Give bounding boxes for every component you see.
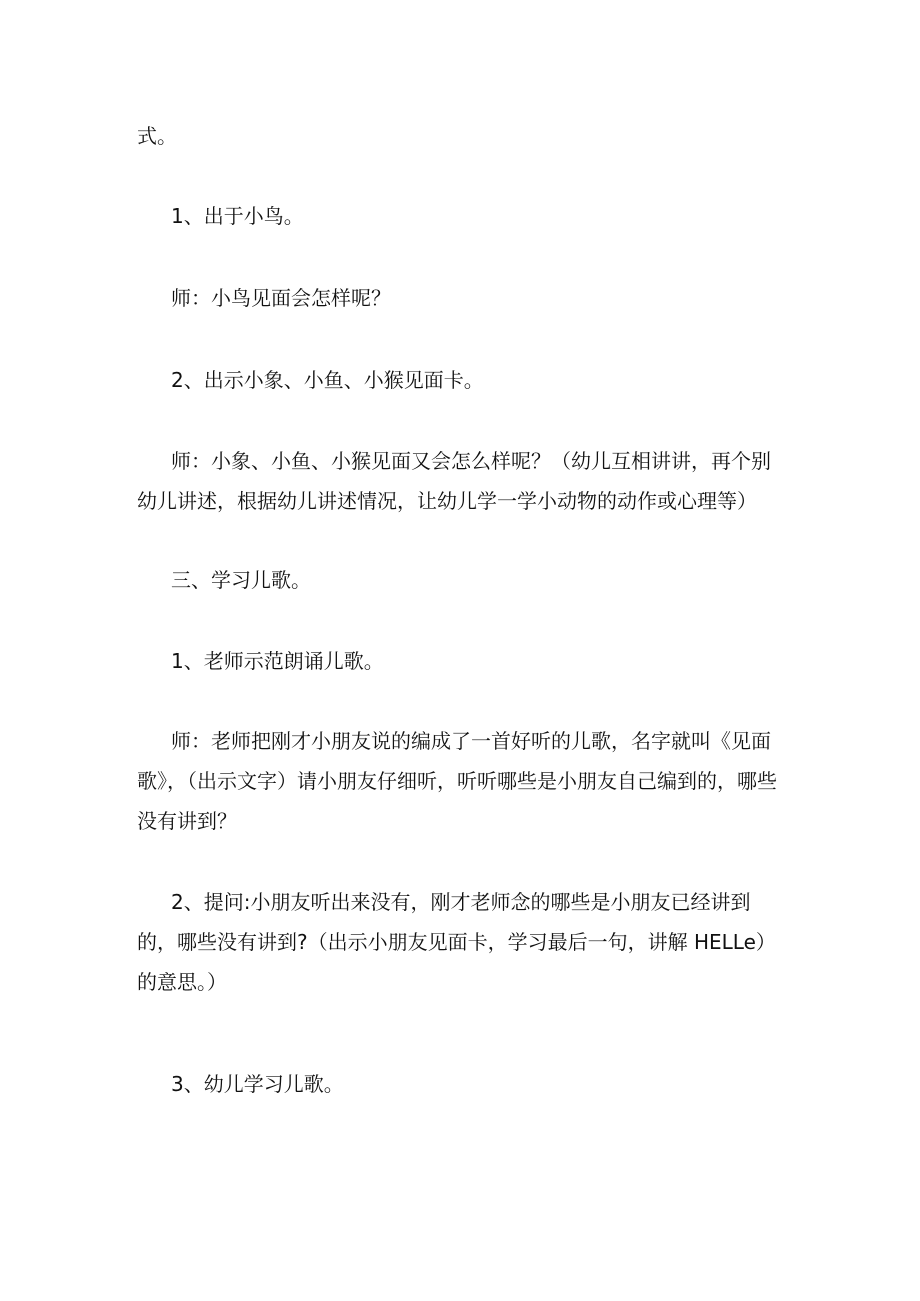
paragraph-step-2: 2、出示小象、小鱼、小猴见面卡。: [171, 368, 484, 392]
paragraph-teacher-demo: 1、老师示范朗诵儿歌。: [171, 649, 384, 673]
paragraph-step-3: 3、幼儿学习儿歌。: [171, 1072, 344, 1096]
paragraph-step-1: 1、出于小鸟。: [171, 204, 304, 228]
paragraph-teacher-explain: 师：老师把刚才小朋友说的编成了一首好听的儿歌，名字就叫《见面歌》，（出示文字）请小朋友仔细听，听听哪些是小朋友自己编到的，哪些没有讲到？: [137, 729, 777, 833]
paragraph-question: 2、提问:小朋友听出来没有，刚才老师念的哪些是小朋友已经讲到的，哪些没有讲到?（出示小朋友见面卡，学习最后一句，讲解 HELLe）的意思。）: [137, 890, 776, 994]
paragraph-teacher-question-2: 师：小象、小鱼、小猴见面又会怎么样呢？（幼儿互相讲讲，再个别幼儿讲述，根据幼儿讲述情况，让幼儿学一学小动物的动作或心理等）: [137, 449, 771, 513]
paragraph-continuation: 式。: [137, 124, 177, 148]
section-heading-learn-song: 三、学习儿歌。: [171, 568, 311, 592]
paragraph-teacher-question-1: 师：小鸟见面会怎样呢？: [171, 286, 391, 310]
